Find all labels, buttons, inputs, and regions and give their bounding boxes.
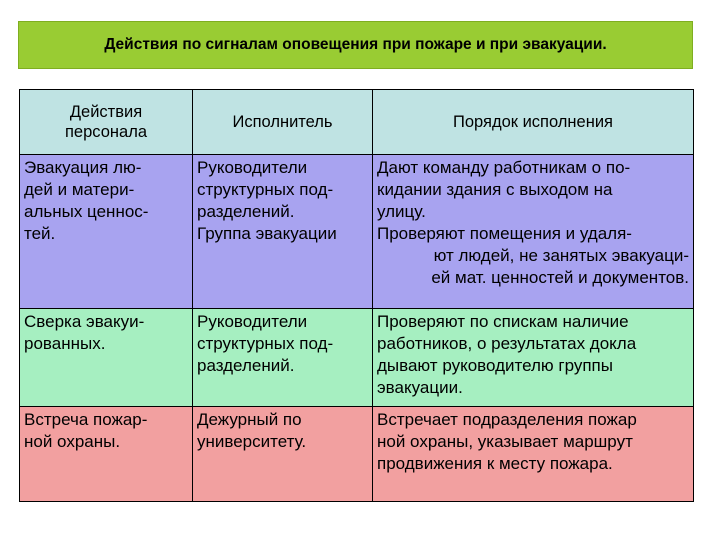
cell-action-text: Эвакуация лю- дей и матери- альных ценнос- тей. [24, 158, 149, 243]
cell-executor-text: Руководители структурных под- разделений. Группа эвакуации [197, 158, 337, 243]
cell-order [373, 309, 694, 407]
header-order-label: Порядок исполнения [453, 113, 613, 131]
table-row [20, 407, 694, 502]
cell-action [20, 155, 193, 309]
table-header-row [20, 90, 694, 155]
header-executor-label: Исполнитель [232, 113, 333, 131]
cell-executor-text: Руководители структурных под- разделений. [197, 312, 334, 375]
header-executor [193, 90, 373, 155]
cell-order [373, 155, 694, 309]
page-title-text: Действия по сигналам оповещения при пожаре и при эвакуации. [104, 36, 607, 53]
actions-table [19, 89, 694, 502]
header-order [373, 90, 694, 155]
cell-order-text: Встречает подразделения пожар ной охраны, указывает маршрут продвижения к месту пожара. [377, 410, 637, 473]
table-row [20, 155, 694, 309]
cell-order-text-continued: ют людей, не занятых эвакуаци- ей мат. ценностей и документов. [431, 246, 689, 287]
cell-order [373, 407, 694, 502]
header-actions-label: Действия персонала [65, 103, 147, 141]
cell-executor [193, 407, 373, 502]
cell-order-text: Дают команду работникам о по- кидании здания с выходом на улицу. Проверяют помещения и удаля- [377, 158, 632, 243]
cell-action [20, 309, 193, 407]
cell-order-text: Проверяют по спискам наличие работников, о результатах докла дывают руководителю группы эвакуации. [377, 312, 637, 397]
cell-action-text: Встреча пожар- ной охраны. [24, 410, 148, 451]
cell-executor [193, 309, 373, 407]
cell-action-text: Сверка эвакуи- рованных. [24, 312, 145, 353]
page-title [18, 21, 693, 69]
table-row [20, 309, 694, 407]
cell-executor-text: Дежурный по университету. [197, 410, 307, 451]
cell-action [20, 407, 193, 502]
cell-executor [193, 155, 373, 309]
header-actions [20, 90, 193, 155]
